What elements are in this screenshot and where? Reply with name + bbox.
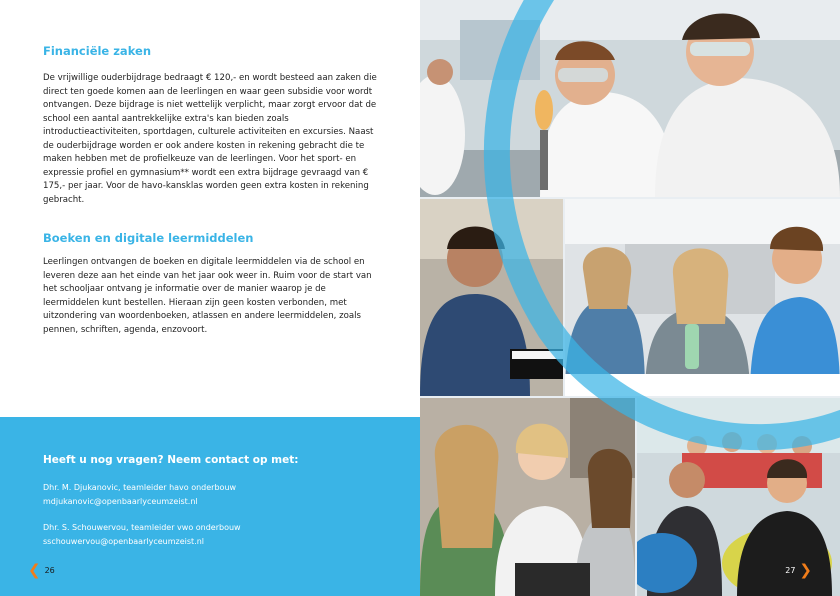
right-page [420, 0, 840, 596]
finances-paragraph: De vrijwillige ouderbijdrage bedraagt € 120,- en wordt besteed aan zaken die direct ten goede komen aan de leerlingen en waar geen subsidie voor wordt ontvangen. Deze bijdrage is niet wettelijk verplicht, maar zorgt ervoor dat de school een aantal aantrekkelijke extra's kan bieden zoals introductieactiviteiten, sportdagen, culturele activiteiten en excursies. Naast de ouderbijdrage worden er ook andere kosten in rekening gebracht die te maken hebben met de profielkeuze van de leerlingen. Voor het sport- en expressie profiel en gymnasium** wordt een extra bijdrage gevraagd van € 175,- per jaar. Voor de havo-kansklas worden geen extra kosten in rekening gebracht. [43, 73, 377, 205]
page-number-right [785, 563, 812, 578]
contact-box [0, 417, 420, 596]
page-number-26: 26 [44, 566, 55, 575]
chevron-left-icon: ❮ [28, 561, 41, 579]
photo-girls-laptop [420, 398, 635, 596]
photo-lab-students [420, 0, 840, 197]
page-number-27: 27 [785, 566, 796, 575]
contact-email-1[interactable]: mdjukanovic@openbaarlyceumzeist.nl [43, 497, 198, 506]
contact-title: Heeft u nog vragen? Neem contact op met: [43, 454, 299, 466]
books-paragraph: Leerlingen ontvangen de boeken en digitale leermiddelen via de school en leveren deze aan het einde van het jaar ook weer in. Ruim voor de start van het schooljaar ontvang je informatie over de manier waarop je de leermiddelen kunt bestellen. Hieraan zijn geen kosten verbonden, met uitzondering van woordenboeken, atlassen en andere leermiddelen, zoals pennen, schriften, agenda, enzovoort. [43, 257, 372, 335]
contact-person-1: Dhr. M. Djukanovic, teamleider havo onderbouw [43, 483, 237, 492]
photo-piano-student [420, 199, 563, 396]
section-title-finances: Financiële zaken [43, 44, 152, 58]
section-title-books: Boeken en digitale leermiddelen [43, 231, 254, 245]
chevron-right-icon: ❯ [799, 561, 812, 579]
contact-email-2[interactable]: sschouwervou@openbaarlyceumzeist.nl [43, 537, 204, 546]
contact-person-2: Dhr. S. Schouwervou, teamleider vwo onderbouw [43, 523, 241, 532]
page-number-left [28, 563, 55, 578]
photo-classroom-group [565, 199, 840, 396]
